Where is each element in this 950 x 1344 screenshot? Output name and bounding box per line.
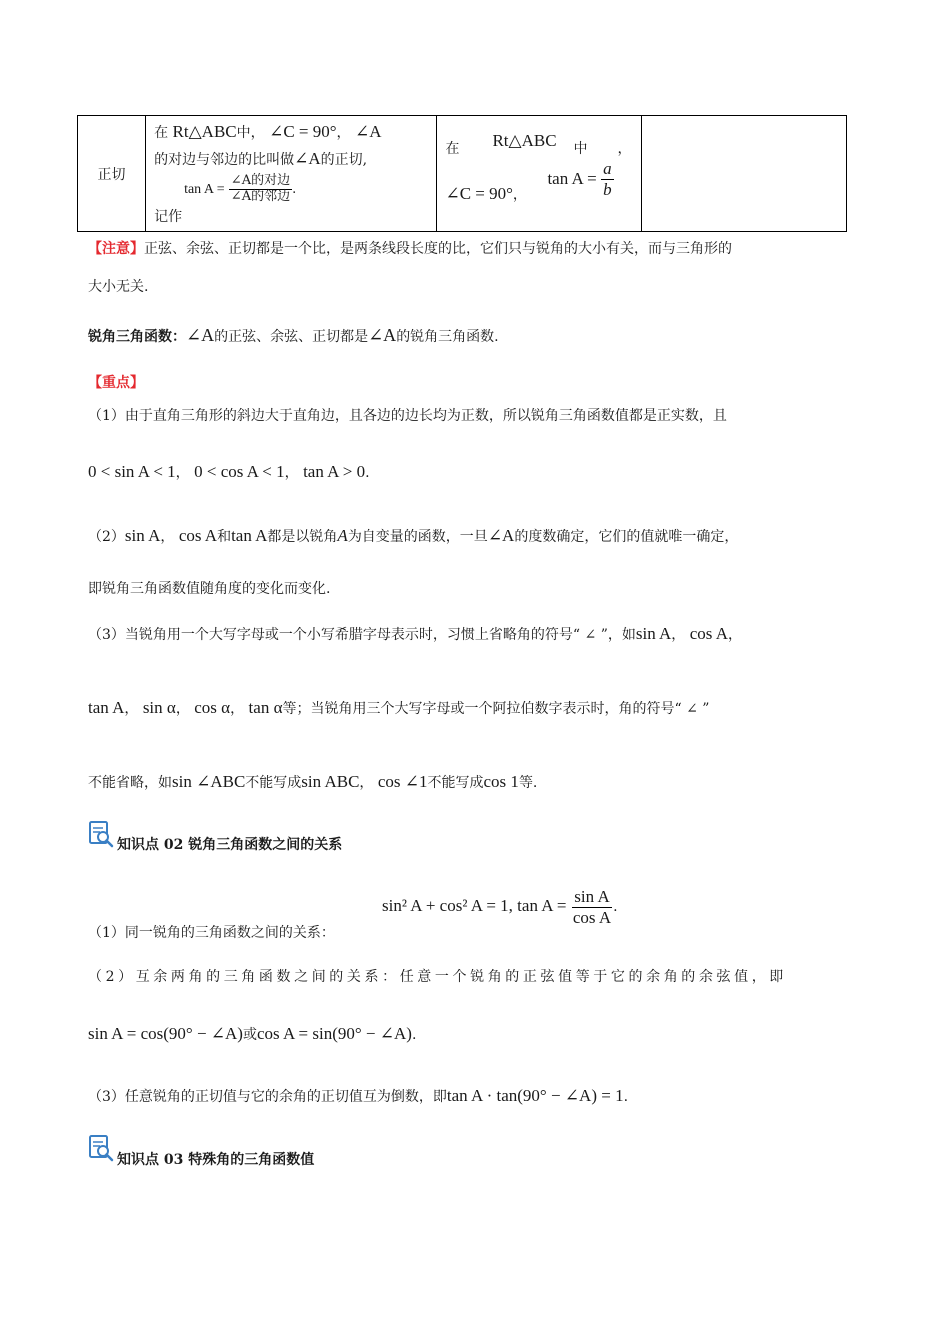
key-p1-math: 0 < sin A < 1， 0 < cos A < 1， tan A > 0. [88,462,370,481]
note-line-2: 大小无关. [88,279,149,295]
tan-ratio-fraction: $\frac{\text{sin A}}{\text{cos A}}$ [572,887,612,927]
definition-line-1: 在 Rt△ABC中， ∠C = 90°， ∠A [154,122,382,141]
table-row [78,116,847,232]
key-p2-line2: 即锐角三角函数值随角度的变化而变化. [88,581,331,597]
definition-jizuo: 记作 [154,209,183,225]
definition-table [77,115,847,232]
key-tag: 【重点】 [88,375,144,391]
acute-definition: 锐角三角函数：∠A的正弦、余弦、正切都是∠A的锐角三角函数. [88,325,499,345]
kp02-p1: （1）同一锐角的三角函数之间的关系： [88,925,335,941]
knowledge-point-icon [88,1134,114,1162]
key-p3-line3: 不能省略，如sin ∠ABC不能写成sin ABC， cos ∠1不能写成cos 1等. [88,772,538,791]
definition-line-2: 的对边与邻边的比叫做∠A的正切, [154,149,368,168]
key-p3-line1: （3）当锐角用一个大写字母或一个小写希腊字母表示时，习惯上省略角的符号“ ∠ ”，如sin A， cos A， [88,624,742,643]
formula-zai: 在 [445,141,460,157]
kp02-p2: （2）互余两角的三角函数之间的关系：任意一个锐角的正弦值等于它的余角的余弦值，即 [88,969,787,985]
tan-definition-fraction: $\frac{\text{∠A的对边}}{\text{∠A的邻边}}$ [230,173,291,204]
note-line-1: 【注意】正弦、余弦、正切都是一个比，是两条线段长度的比，它们只与锐角的大小有关，而与三角形的 [88,241,732,257]
formula-comma: ， [617,141,632,157]
key-p3-line2: tan A， sin α， cos α， tan α等；当锐角用三个大写字母或一个阿拉伯数字表示时，角的符号“ ∠ ” [88,698,710,717]
kp02-p1-formula: sin² A + cos² A = 1, tan A = $\frac{\text{sin A}}{\text{cos A}}$ . [382,887,618,927]
kp02-p2-formula: sin A = cos(90° − ∠A)或cos A = sin(90° − ∠A). [88,1024,417,1043]
kp02-p3: （3）任意锐角的正切值与它的余角的正切值互为倒数，即tan A · tan(90° − ∠A) = 1. [88,1086,629,1105]
formula-tan: tan A = $\frac{a}{b}$ [547,159,612,199]
empty-cell [641,116,846,232]
formula-rt: Rt△ABC [492,131,557,150]
kp02-title: 知识点 02 锐角三角函数之间的关系 [117,837,343,853]
kp03-title: 知识点 03 特殊角的三角函数值 [117,1152,315,1168]
formula-cell [437,116,641,232]
formula-angle: ∠C = 90°， [445,184,527,203]
row-label: 正切 [78,116,146,232]
key-p1: （1）由于直角三角形的斜边大于直角边，且各边的边长均为正数，所以锐角三角函数值都是正实数，且 [88,408,727,424]
formula-fraction: $\frac{a}{b}$ [603,159,612,199]
definition-cell [146,116,437,232]
formula-zhong: 中 [573,141,588,157]
knowledge-point-icon [88,820,114,848]
key-p2: （2）sin A， cos A和tan A都是以锐角A为自变量的函数，一旦∠A的度数确定，它们的值就唯一确定， [88,526,739,545]
tan-definition: tan A = $\frac{\text{∠A的对边}}{\text{∠A的邻边}}$ . [184,173,297,204]
